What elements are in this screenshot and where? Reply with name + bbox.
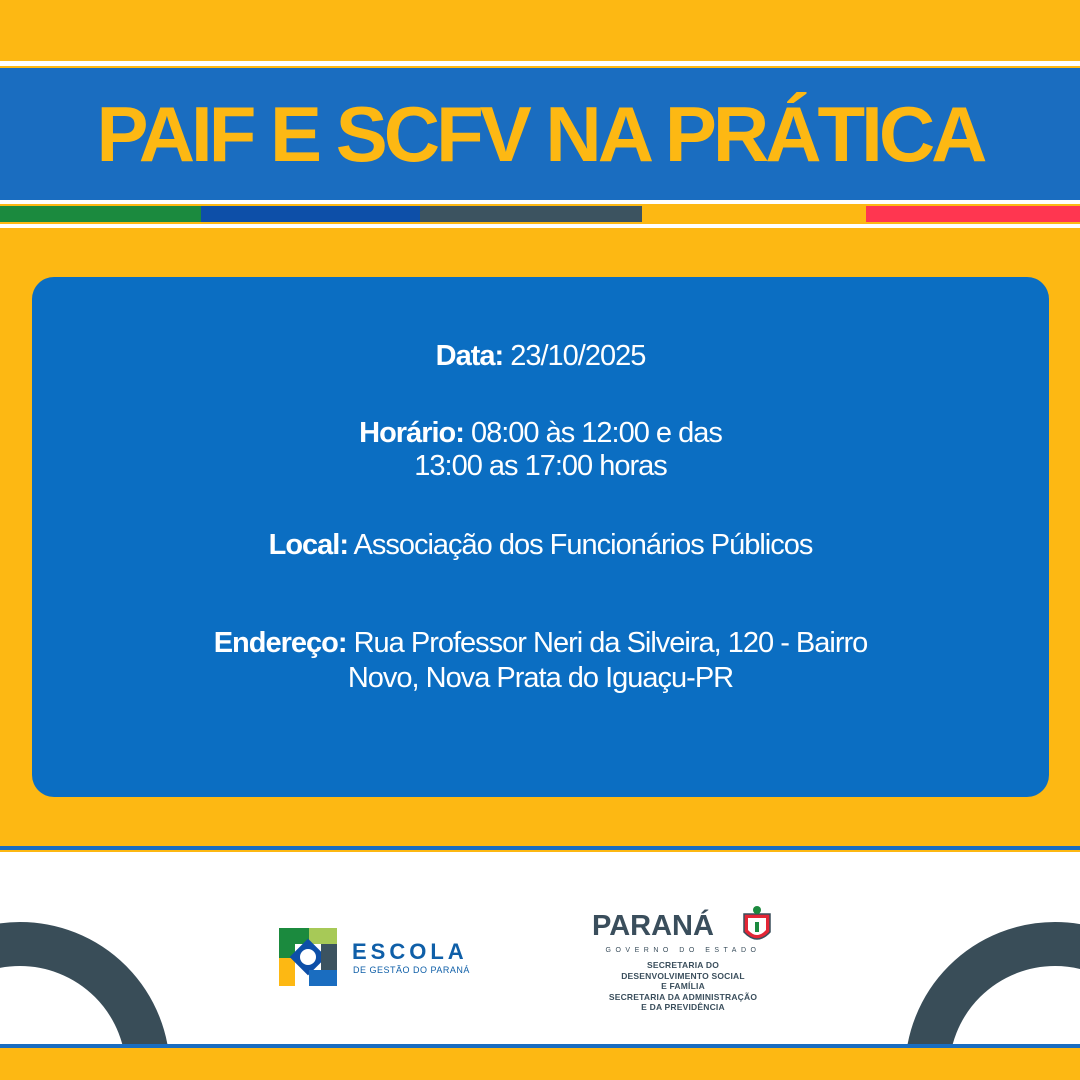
- time-line-2: [32, 450, 1049, 483]
- secretaria-line: SECRETARIA DO: [646, 960, 720, 970]
- location-line: [32, 529, 1049, 562]
- location-value: Associação dos Funcionários Públicos: [353, 529, 813, 561]
- title-white-line: [0, 200, 1080, 204]
- address-value-line1: Rua Professor Neri da Silveira, 120 - Bairro: [353, 627, 868, 659]
- left-arc-decoration: [0, 922, 170, 1044]
- parana-name: PARANÁ: [592, 910, 714, 942]
- time-line: [32, 417, 1049, 450]
- address-value-line2: Novo, Nova Prata do Iguaçu-PR: [347, 662, 734, 694]
- date-line: [32, 340, 1049, 373]
- location-label: Local:: [268, 529, 349, 561]
- secretaria-line: E FAMÍLIA: [661, 981, 705, 991]
- secretaria-line: SECRETARIA DA ADMINISTRAÇÃO: [608, 991, 758, 1002]
- secretaria-line: E DA PREVIDÊNCIA: [641, 1002, 725, 1012]
- footer-bottom-line: [0, 1044, 1080, 1048]
- escola-logo-icon: [275, 924, 341, 990]
- date-value: 23/10/2025: [510, 340, 646, 372]
- stripe-yellow: [642, 206, 866, 222]
- secretaria-block: [592, 960, 774, 1013]
- footer-top-line: [0, 846, 1080, 850]
- address-line-2: [32, 662, 1049, 695]
- escola-subtitle: DE GESTÃO DO PARANÁ: [353, 965, 470, 975]
- stripe-green: [0, 206, 201, 222]
- time-value-line1: 08:00 às 12:00 e das: [470, 417, 722, 449]
- color-stripes: [0, 206, 1080, 222]
- date-label: Data:: [435, 340, 504, 372]
- stripe-red: [866, 206, 1080, 222]
- address-label: Endereço:: [213, 627, 347, 659]
- escola-name: ESCOLA: [352, 939, 468, 964]
- stripe-blue: [201, 206, 420, 222]
- secretaria-line: DESENVOLVIMENTO SOCIAL: [621, 970, 745, 981]
- event-info-box: [32, 277, 1049, 797]
- stripes-white-line: [0, 224, 1080, 228]
- right-arc-decoration: [905, 922, 1080, 1044]
- time-label: Horário:: [359, 417, 464, 449]
- parana-government: GOVERNO DO ESTADO: [605, 947, 761, 954]
- address-line: [32, 627, 1049, 660]
- parana-coat-of-arms-icon: [740, 904, 774, 948]
- time-value-line2: 13:00 as 17:00 horas: [414, 450, 667, 482]
- page-title: PAIF E SCFV NA PRÁTICA: [96, 89, 984, 178]
- top-white-line: [0, 61, 1080, 66]
- stripe-gray: [420, 206, 642, 222]
- footer-panel: [0, 852, 1080, 1044]
- title-band: [0, 68, 1080, 200]
